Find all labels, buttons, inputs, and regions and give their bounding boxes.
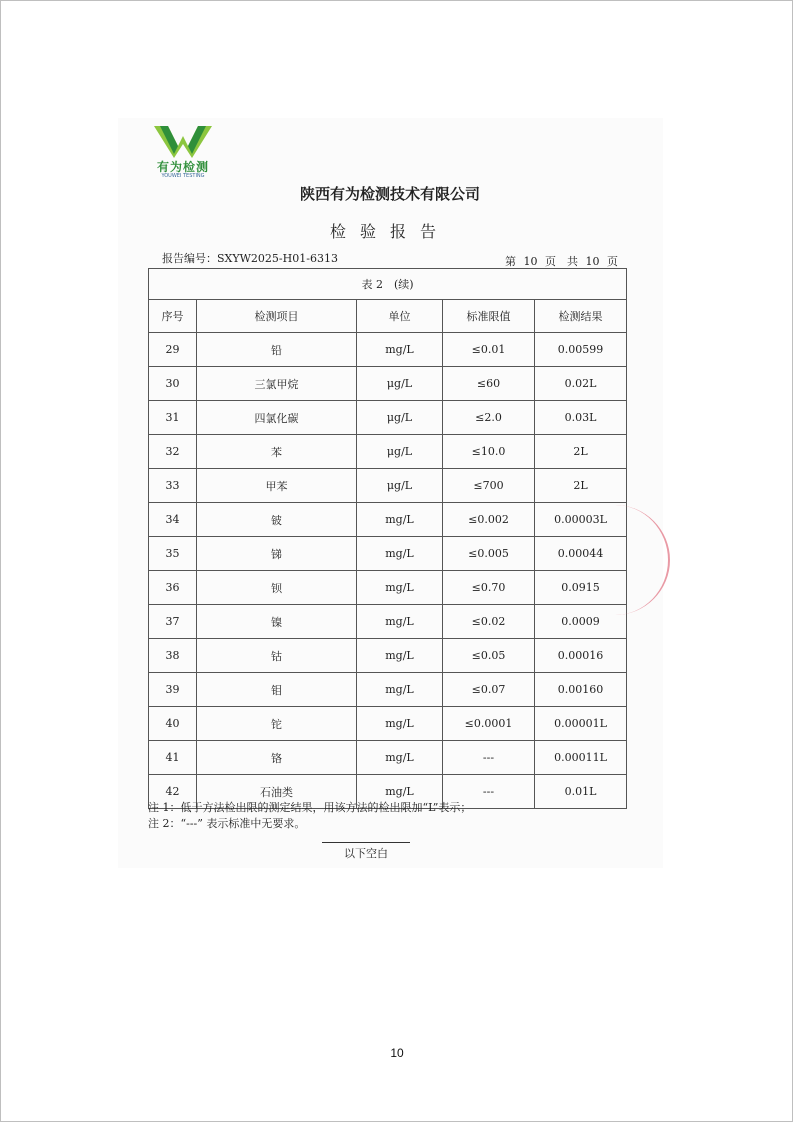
standard-limit: --- (443, 741, 535, 775)
unit: mg/L (357, 741, 443, 775)
note-2: 注 2：“---” 表示标准中无要求。 (148, 817, 306, 830)
unit: μg/L (357, 435, 443, 469)
company-logo (152, 124, 214, 180)
test-result: 0.00011L (535, 741, 627, 775)
row-index: 32 (149, 435, 197, 469)
standard-limit: ≤700 (443, 469, 535, 503)
row-index: 30 (149, 367, 197, 401)
row-index: 33 (149, 469, 197, 503)
table-row (149, 469, 627, 503)
test-item: 四氯化碳 (197, 401, 357, 435)
unit: μg/L (357, 401, 443, 435)
unit: mg/L (357, 639, 443, 673)
logo-en-text: YOUWEI TESTING (161, 173, 205, 179)
table-row (149, 367, 627, 401)
test-result: 0.00001L (535, 707, 627, 741)
results-table (148, 268, 627, 809)
test-result: 2L (535, 469, 627, 503)
test-result: 0.00160 (535, 673, 627, 707)
test-result: 0.0009 (535, 605, 627, 639)
table-header-row (149, 300, 627, 333)
test-item: 铬 (197, 741, 357, 775)
unit: μg/L (357, 469, 443, 503)
standard-limit: ≤0.70 (443, 571, 535, 605)
row-index: 40 (149, 707, 197, 741)
test-item: 铊 (197, 707, 357, 741)
table-notes (148, 800, 626, 832)
column-header: 单位 (357, 300, 443, 333)
test-result: 0.0915 (535, 571, 627, 605)
blank-below-note: 以下空白 (322, 842, 410, 861)
test-item: 石油类 (197, 775, 357, 809)
test-item: 锑 (197, 537, 357, 571)
column-header: 标准限值 (443, 300, 535, 333)
row-index: 39 (149, 673, 197, 707)
table-row (149, 673, 627, 707)
row-index: 42 (149, 775, 197, 809)
row-index: 41 (149, 741, 197, 775)
column-header: 检测结果 (535, 300, 627, 333)
table-row (149, 333, 627, 367)
table-row (149, 503, 627, 537)
row-index: 31 (149, 401, 197, 435)
table-row (149, 639, 627, 673)
row-index: 36 (149, 571, 197, 605)
standard-limit: ≤0.07 (443, 673, 535, 707)
test-result: 0.00599 (535, 333, 627, 367)
standard-limit: ≤10.0 (443, 435, 535, 469)
row-index: 38 (149, 639, 197, 673)
unit: mg/L (357, 571, 443, 605)
row-index: 34 (149, 503, 197, 537)
test-result: 0.02L (535, 367, 627, 401)
test-result: 0.01L (535, 775, 627, 809)
table-row (149, 401, 627, 435)
table-row (149, 707, 627, 741)
standard-limit: ≤0.0001 (443, 707, 535, 741)
test-result: 2L (535, 435, 627, 469)
test-item: 苯 (197, 435, 357, 469)
unit: mg/L (357, 333, 443, 367)
standard-limit: --- (443, 775, 535, 809)
test-item: 甲苯 (197, 469, 357, 503)
logo-cn-text: 有为检测 (156, 160, 209, 174)
test-result: 0.03L (535, 401, 627, 435)
standard-limit: ≤0.01 (443, 333, 535, 367)
standard-limit: ≤60 (443, 367, 535, 401)
unit: mg/L (357, 707, 443, 741)
report-title: 检验报告 (329, 222, 450, 241)
test-result: 0.00016 (535, 639, 627, 673)
unit: mg/L (357, 503, 443, 537)
test-item: 三氯甲烷 (197, 367, 357, 401)
column-header: 序号 (149, 300, 197, 333)
row-index: 35 (149, 537, 197, 571)
logo-mark-icon (152, 124, 214, 160)
report-number: 报告编号：SXYW2025-H01-6313 (162, 252, 338, 265)
row-index: 29 (149, 333, 197, 367)
standard-limit: ≤0.005 (443, 537, 535, 571)
unit: mg/L (357, 537, 443, 571)
table-row (149, 741, 627, 775)
test-item: 钴 (197, 639, 357, 673)
unit: mg/L (357, 775, 443, 809)
test-item: 钼 (197, 673, 357, 707)
unit: μg/L (357, 367, 443, 401)
table-caption: 表 2 (续) (149, 269, 627, 300)
unit: mg/L (357, 605, 443, 639)
table-row (149, 435, 627, 469)
standard-limit: ≤0.02 (443, 605, 535, 639)
test-item: 镍 (197, 605, 357, 639)
column-header: 检测项目 (197, 300, 357, 333)
table-row (149, 571, 627, 605)
test-result: 0.00003L (535, 503, 627, 537)
table-caption-row (149, 269, 627, 300)
table-row (149, 537, 627, 571)
row-index: 37 (149, 605, 197, 639)
test-item: 铅 (197, 333, 357, 367)
test-result: 0.00044 (535, 537, 627, 571)
table-row (149, 605, 627, 639)
standard-limit: ≤0.002 (443, 503, 535, 537)
note-1: 注 1：低于方法检出限的测定结果，用该方法的检出限加“L”表示； (148, 801, 472, 814)
unit: mg/L (357, 673, 443, 707)
test-item: 铍 (197, 503, 357, 537)
page-info: 第 10 页 共 10 页 (505, 255, 618, 268)
company-name: 陕西有为检测技术有限公司 (299, 185, 480, 203)
standard-limit: ≤0.05 (443, 639, 535, 673)
page-number: 10 (390, 1046, 404, 1060)
test-item: 钡 (197, 571, 357, 605)
standard-limit: ≤2.0 (443, 401, 535, 435)
